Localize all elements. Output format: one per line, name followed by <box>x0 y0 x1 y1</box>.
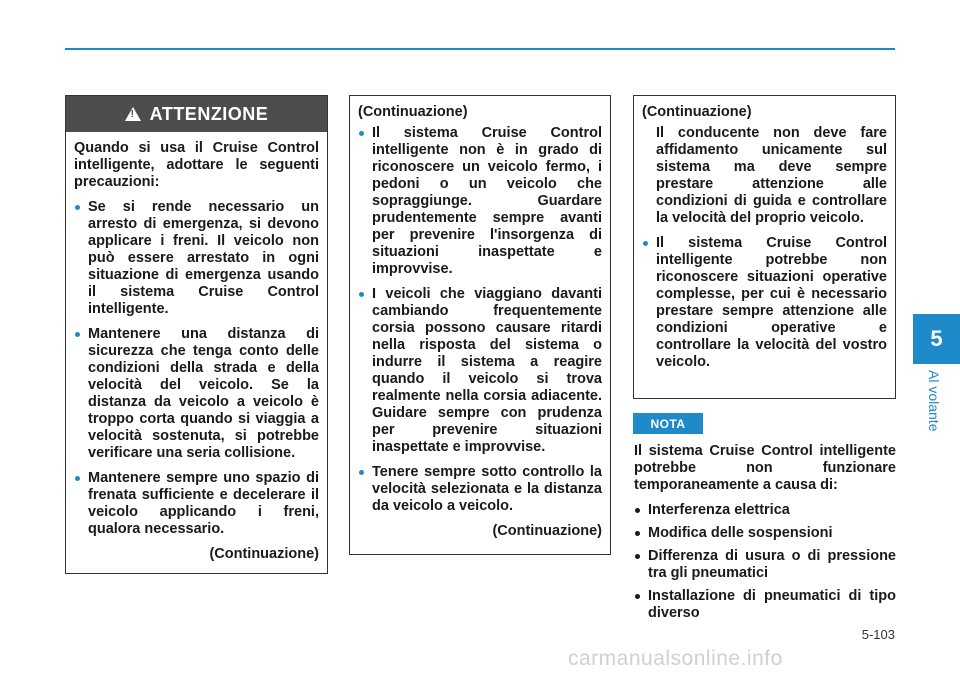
warning-box <box>65 95 328 574</box>
list-item: Modifica delle sospensioni <box>634 525 896 542</box>
list-item: Differenza di usura o di pressione tra gli pneumatici <box>634 548 896 582</box>
note-badge: NOTA <box>633 413 703 434</box>
continued-label: (Continuazione) <box>358 104 468 120</box>
continuation-label: (Continuazione) <box>492 523 602 539</box>
list-item: Interferenza elettrica <box>634 502 896 519</box>
warning-header <box>66 96 327 132</box>
list-item: Il sistema Cruise Control intelligente non è in grado di riconoscere un veicolo fermo, i pedoni o un veicolo che sopraggiunge. Guardare prudentemente sempre avanti per prevenire l'insorgenza di situazioni inaspettate e improvvise. <box>358 125 602 278</box>
continued-label: (Continuazione) <box>642 104 752 120</box>
warning-intro: Quando si usa il Cruise Control intelligente, adottare le seguenti precauzioni: <box>74 140 319 190</box>
warning-continued-box-2 <box>633 95 896 399</box>
warning-paragraph: Il conducente non deve fare affidamento unicamente sul sistema ma deve sempre prestare attenzione alle condizioni di guida e controllare la velocità del proprio veicolo. <box>656 125 887 226</box>
chapter-number-tab: 5 <box>913 314 960 364</box>
top-rule <box>65 48 895 50</box>
warning-triangle-icon <box>125 107 141 121</box>
list-item: I veicoli che viaggiano davanti cambiando frequentemente corsia possono causare ritardi nella risposta del sistema o indurre il sistema a reagire quando il veicolo si trova realmente nella corsia adiacente. Guidare sempre con prudenza per prevenire situazioni inaspettate e improvvise. <box>358 286 602 456</box>
note-intro: Il sistema Cruise Control intelligente potrebbe non funzionare temporaneamente a causa di: <box>634 443 896 493</box>
list-item: Se si rende necessario un arresto di emergenza, si devono applicare i freni. Il veicolo non può essere arrestato in ogni situazione di emergenza usando il sistema Cruise Control intelligente. <box>74 199 319 318</box>
chapter-title: Al volante <box>926 370 942 432</box>
list-item: Mantenere una distanza di sicurezza che tenga conto delle condizioni della strada e della velocità del veicolo. Se la distanza da veicolo a veicolo è troppo corta quando si viaggia a velocità sostenuta, si potrebbe verificare una seria collisione. <box>74 326 319 462</box>
note-section <box>634 443 896 628</box>
watermark: carmanualsonline.info <box>568 647 783 670</box>
page-number: 5-103 <box>861 627 895 642</box>
list-item: Tenere sempre sotto controllo la velocità selezionata e la distanza da veicolo a veicolo. <box>358 464 602 515</box>
list-item: Mantenere sempre uno spazio di frenata sufficiente e decelerare il veicolo applicando i freni, qualora necessario. <box>74 470 319 538</box>
list-item: Installazione di pneumatici di tipo diverso <box>634 588 896 622</box>
list-item: Il sistema Cruise Control intelligente potrebbe non riconoscere situazioni operative complesse, per cui è necessario prestare sempre attenzione alle condizioni operative e controllare la velocità del vostro veicolo. <box>642 235 887 371</box>
continuation-label: (Continuazione) <box>209 546 319 562</box>
warning-header-label: ATTENZIONE <box>149 103 269 124</box>
warning-continued-box <box>349 95 611 555</box>
